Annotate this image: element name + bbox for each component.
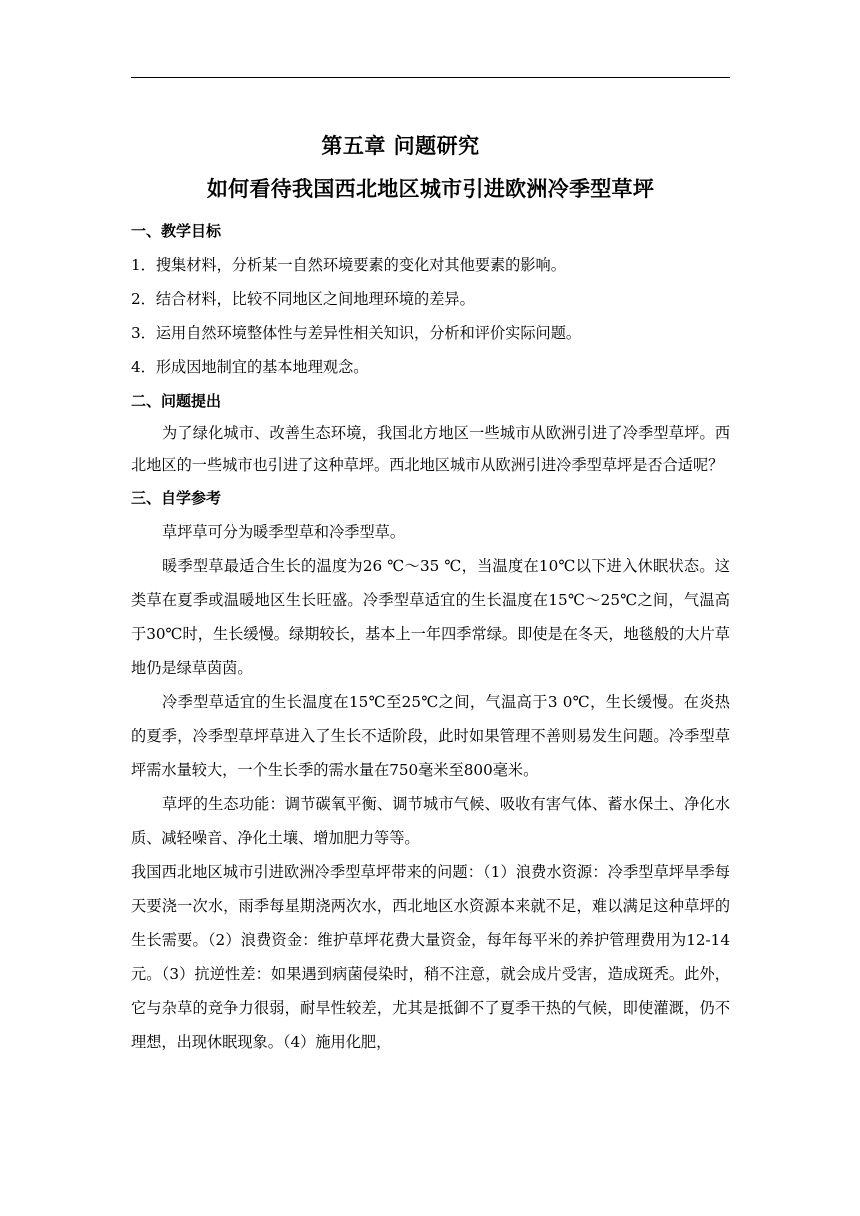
- reference-paragraph: 暖季型草最适合生长的温度为26 ℃～35 ℃，当温度在10℃以下进入休眠状态。这类草在夏季或温暖地区生长旺盛。冷季型草适宜的生长温度在15℃～25℃之间，气温高于30℃时，生长缓慢。绿期较长，基本上一年四季常绿。即使是在冬天，地毯般的大片草地仍是绿草茵茵。: [131, 557, 730, 677]
- reference-paragraph: 草坪草可分为暖季型草和冷季型草。: [162, 523, 405, 541]
- reference-paragraph: 冷季型草适宜的生长温度在15℃至25℃之间，气温高于3 0℃，生长缓慢。在炎热的夏季，冷季型草坪草进入了生长不适阶段，此时如果管理不善则易发生问题。冷季型草坪需水量较大，一个生长季的需水量在750毫米至800毫米。: [131, 693, 730, 779]
- page-title: 如何看待我国西北地区城市引进欧洲冷季型草坪: [206, 177, 655, 201]
- section-heading-reference: 三、自学参考: [131, 489, 222, 507]
- objective-item: 4．形成因地制宜的基本地理观念。: [131, 358, 369, 376]
- reference-paragraph-problems: 我国西北地区城市引进欧洲冷季型草坪带来的问题：（1）浪费水资源：冷季型草坪旱季每天要浇一次水，雨季每星期浇两次水，西北地区水资源本来就不足，难以满足这种草坪的生长需要。（2）浪费资金：维护草坪花费大量资金，每年每平米的养护管理费用为12-14元。（3）抗逆性差：如果遇到病菌侵染时，稍不注意，就会成片受害，造成斑秃。此外，它与杂草的竞争力很弱，耐旱性较差，尤其是抵御不了夏季干热的气候，即使灌溉，仍不理想，出现休眠现象。（4）施用化肥，: [131, 863, 730, 1051]
- header-rule: [131, 77, 730, 78]
- question-paragraph: 为了绿化城市、改善生态环境，我国北方地区一些城市从欧洲引进了冷季型草坪。西北地区的一些城市也引进了这种草坪。西北地区城市从欧洲引进冷季型草坪是否合适呢？: [131, 424, 730, 474]
- reference-paragraph: 草坪的生态功能：调节碳氧平衡、调节城市气候、吸收有害气体、蓄水保土、净化水质、减轻噪音、净化土壤、增加肥力等等。: [131, 795, 730, 847]
- document-body: [131, 217, 730, 1059]
- objective-item: 2．结合材料，比较不同地区之间地理环境的差异。: [131, 290, 475, 308]
- chapter-title: 第五章 问题研究: [321, 134, 480, 158]
- objective-item: 1．搜集材料，分析某一自然环境要素的变化对其他要素的影响。: [131, 256, 566, 274]
- section-heading-question: 二、问题提出: [131, 392, 222, 410]
- objective-item: 3．运用自然环境整体性与差异性相关知识，分析和评价实际问题。: [131, 324, 582, 342]
- section-heading-objectives: 一、教学目标: [131, 222, 222, 240]
